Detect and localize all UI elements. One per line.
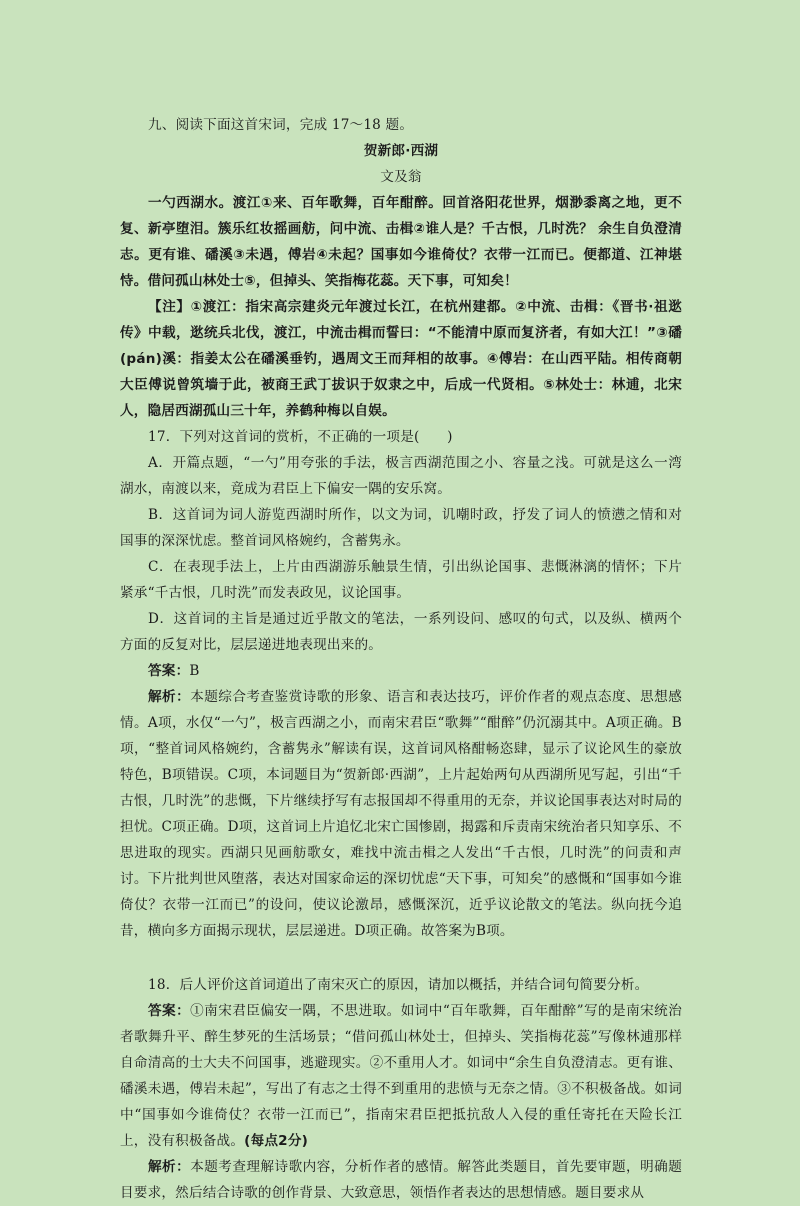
q17-answer-value: B (189, 663, 200, 679)
q18-stem: 18．后人评价这首词道出了南宋灭亡的原因，请加以概括，并结合词句简要分析。 (148, 977, 649, 993)
poem-author: 文及翁 (380, 169, 422, 185)
section-heading: 九、阅读下面这首宋词，完成 17～18 题。 (148, 117, 414, 133)
q17-stem: 17．下列对这首词的赏析，不正确的一项是( ) (148, 429, 453, 445)
q17-analysis-label: 解析： (148, 689, 191, 705)
q18-score-note: (每点2分) (244, 1133, 309, 1149)
q17-answer (120, 658, 682, 684)
document-content (120, 112, 682, 1206)
q18-answer-label: 答案： (148, 1003, 191, 1019)
q18-analysis-text: 本题考查理解诗歌内容，分析作者的感情。解答此类题目，首先要审题，明确题目要求，然后结合诗歌的创作背景、大致意思，领悟作者表达的思想情感。题目要求从 (120, 1159, 682, 1201)
q17-option-b: B．这首词为词人游览西湖时所作，以文为词，讥嘲时政，抒发了词人的愤懑之情和对国事的深深忧虑。整首词风格婉约，含蓄隽永。 (120, 507, 682, 549)
q18-answer-text: ①南宋君臣偏安一隅，不思进取。如词中“百年歌舞，百年酣醉”写的是南宋统治者歌舞升平、醉生梦死的生活场景；“借问孤山林处士，但掉头、笑指梅花蕊”写像林逋那样自命清高的士大夫不问国事，逃避现实。②不重用人才。如词中“余生自负澄清志。更有谁、磻溪未遇，傅岩未起”，写出了有志之士得不到重用的悲愤与无奈之情。③不积极备战。如词中“国事如今谁倚仗？衣带一江而已”，指南宋君臣把抵抗敌人入侵的重任寄托在天险长江上，没有积极备战。 (120, 1003, 682, 1149)
q17-option-d: D．这首词的主旨是通过近乎散文的笔法，一系列设问、感叹的句式，以及纵、横两个方面的反复对比，层层递进地表现出来的。 (120, 611, 682, 653)
q17-analysis-text: 本题综合考查鉴赏诗歌的形象、语言和表达技巧，评价作者的观点态度、思想感情。A项，水仅“一勺”，极言西湖之小，而南宋君臣“歌舞”“酣醉”仍沉溺其中。A项正确。B项，“整首词风格婉约，含蓄隽永”解读有误，这首词风格酣畅恣肆，显示了议论风生的豪放特色，B项错误。C项，本词题目为“贺新郎·西湖”，上片起始两句从西湖所见写起，引出“千古恨，几时洗”的悲慨，下片继续抒写有志报国却不得重用的无奈，并议论国事表达对时局的担忧。C项正确。D项，这首词上片追忆北宋亡国惨剧，揭露和斥责南宋统治者只知享乐、不思进取的现实。西湖只见画舫歌女，难找中流击楫之人发出“千古恨，几时洗”的问责和声讨。下片批判世风堕落，表达对国家命运的深切忧虑“天下事，可知矣”的感慨和“国事如今谁倚仗？衣带一江而已”的设问，使议论激昂，感慨深沉，近乎议论散文的笔法。纵向抚今追昔，横向多方面揭示现状，层层递进。D项正确。故答案为B项。 (120, 689, 682, 939)
poem-body: 一勺西湖水。渡江①来、百年歌舞，百年酣醉。回首洛阳花世界，烟渺黍离之地，更不复、新亭堕泪。簇乐红妆摇画舫，问中流、击楫②谁人是？千古恨，几时洗？ 余生自负澄清志。更有谁、磻溪③未遇，傅岩④未起？国事如今谁倚仗？衣带一江而已。便都道、江神堪恃。借问孤山林处士⑤，但掉头、笑指梅花蕊。天下事，可知矣！ (120, 195, 682, 289)
q17-answer-label: 答案： (148, 663, 190, 679)
q18-answer (120, 998, 682, 1154)
q17-option-c: C．在表现手法上，上片由西湖游乐触景生情，引出纵论国事、悲慨淋漓的情怀；下片紧承“千古恨，几时洗”而发表政见，议论国事。 (120, 559, 682, 601)
q17-analysis (120, 684, 682, 944)
q17-option-a: A．开篇点题，“一勺”用夸张的手法，极言西湖范围之小、容量之浅。可就是这么一湾湖水，南渡以来，竟成为君臣上下偏安一隅的安乐窝。 (120, 455, 682, 497)
poem-title: 贺新郎·西湖 (363, 143, 439, 159)
q18-analysis-label: 解析： (148, 1159, 191, 1175)
q18-analysis (120, 1154, 682, 1206)
poem-note: 【注】①渡江：指宋高宗建炎元年渡过长江，在杭州建都。②中流、击楫：《晋书·祖逖传》中载，逖统兵北伐，渡江，中流击楫而誓曰：“不能清中原而复济者，有如大江！”③磻 (pán)溪：指姜太公在磻溪垂钓，遇周文王而拜相的故事。④傅岩：在山西平陆。相传商朝大臣傅说曾筑墙于此，被商王武丁拔识于奴隶之中，后成一代贤相。⑤林处士：林逋，北宋人，隐居西湖孤山三十年，养鹤种梅以自娱。 (120, 299, 682, 419)
